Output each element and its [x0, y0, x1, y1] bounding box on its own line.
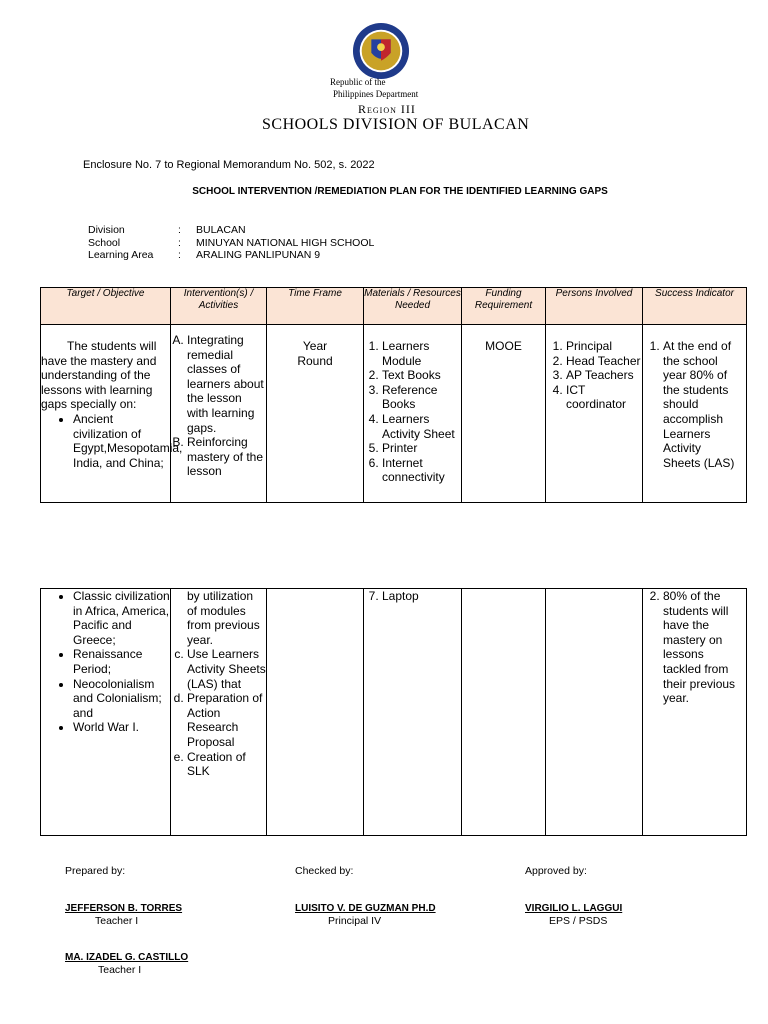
target-bullet: • Ancient civilization of Egypt,Mesopotamia, India, and China;	[73, 412, 170, 470]
header-target: Target / Objective	[41, 288, 171, 325]
intervention-item: d. Preparation of Action Research Proposal	[187, 691, 266, 749]
materials-cell	[364, 325, 462, 503]
persons-cell	[546, 325, 643, 503]
checker-role: Principal IV	[328, 915, 382, 927]
approver-role: EPS / PSDS	[549, 915, 608, 927]
materials-cell	[364, 589, 462, 836]
target-cell	[41, 325, 183, 503]
republic-line2: Philippines Department	[333, 89, 419, 99]
target-bullet: • Classic civilization in Africa, America, Pacific and Greece;	[73, 589, 170, 647]
info-block	[88, 224, 374, 262]
info-label: School	[88, 236, 121, 249]
header-time-frame: Time Frame	[267, 288, 364, 325]
plan-table-part2	[40, 588, 747, 836]
preparer2-role: Teacher I	[98, 964, 142, 976]
header-persons: Persons Involved	[546, 288, 643, 325]
intervention-cell	[171, 325, 267, 503]
time-frame-cell	[267, 325, 364, 503]
material-item: 3. Reference Books	[382, 383, 461, 412]
funding-cell	[462, 325, 546, 503]
approver-name: VIRGILIO L. LAGGUI	[525, 903, 623, 914]
persons-cell	[546, 589, 643, 836]
material-item: 1. Learners Module	[382, 339, 461, 368]
target-cell	[41, 589, 171, 836]
person-item: 4. ICT coordinator	[566, 383, 642, 412]
info-value: MINUYAN NATIONAL HIGH SCHOOL	[196, 236, 375, 249]
table-header-row	[41, 288, 747, 325]
time-frame-value: Year Round	[297, 339, 333, 368]
target-bullet: • Renaissance Period;	[73, 647, 170, 676]
checked-by-label: Checked by:	[295, 865, 354, 877]
intervention-cell	[171, 589, 267, 836]
success-item: 1. At the end of the school year 80% of the students should accomplish Learners Activity Sheets (LAS)	[663, 339, 738, 470]
success-cell	[643, 325, 747, 503]
plan-title: SCHOOL INTERVENTION /REMEDIATION PLAN FOR THE IDENTIFIED LEARNING GAPS	[192, 186, 608, 197]
checker-name: LUISITO V. DE GUZMAN PH.D	[295, 903, 436, 914]
info-label: Division	[88, 224, 125, 236]
person-item: 1. Principal	[566, 339, 642, 354]
funding-value: MOOE	[485, 339, 522, 353]
preparer2-name: MA. IZADEL G. CASTILLO	[65, 952, 189, 963]
intervention-item: A. Integrating remedial classes of learners about the lesson with learning gaps.	[187, 333, 266, 435]
header-funding: Funding Requirement	[462, 288, 546, 325]
republic-line1: Republic of the	[330, 77, 386, 87]
material-item: 6. Internet connectivity	[382, 456, 461, 485]
funding-cell	[462, 589, 546, 836]
material-item: 5. Printer	[382, 441, 461, 456]
table-row	[41, 589, 747, 836]
approved-by-label: Approved by:	[525, 865, 587, 877]
header-success: Success Indicator	[643, 288, 747, 325]
enclosure-line: Enclosure No. 7 to Regional Memorandum No. 502, s. 2022	[83, 159, 375, 171]
target-bullet: • Neocolonialism and Colonialism; and	[73, 677, 170, 721]
intervention-item: B. Reinforcing mastery of the lesson	[187, 435, 266, 479]
info-sep: :	[178, 236, 181, 249]
info-sep: :	[178, 224, 181, 236]
intervention-item: e. Creation of SLK	[187, 750, 266, 779]
person-item: 3. AP Teachers	[566, 368, 642, 383]
time-frame-cell	[267, 589, 364, 836]
success-cell	[643, 589, 747, 836]
preparer1-name: JEFFERSON B. TORRES	[65, 903, 183, 914]
success-item: 2. 80% of the students will have the mastery on lessons tackled from their previous year.	[663, 589, 738, 706]
table-row	[41, 325, 747, 503]
target-bullet: • World War I.	[73, 720, 170, 735]
header-intervention: Intervention(s) / Activities	[171, 288, 267, 325]
target-intro: The students will have the mastery and understanding of the lessons with learning gaps specially on:	[41, 339, 157, 412]
info-value: ARALING PANLIPUNAN 9	[196, 249, 321, 261]
prepared-by-label: Prepared by:	[65, 865, 126, 877]
region-name: Region III	[358, 102, 416, 116]
info-sep: :	[178, 249, 181, 261]
deped-seal-logo	[352, 22, 410, 80]
material-item: 7. Laptop	[382, 589, 461, 604]
preparer1-role: Teacher I	[95, 915, 139, 927]
intervention-item: c. Use Learners Activity Sheets (LAS) that	[187, 647, 266, 691]
division-title: SCHOOLS DIVISION OF BULACAN	[262, 116, 530, 133]
info-label: Learning Area	[88, 249, 154, 261]
material-item: 4. Learners Activity Sheet	[382, 412, 461, 441]
material-item: 2. Text Books	[382, 368, 461, 383]
info-value: BULACAN	[196, 224, 246, 236]
intervention-continuation: by utilization of modules from previous year.	[187, 589, 260, 647]
header-materials: Materials / Resources Needed	[364, 288, 462, 325]
person-item: 2. Head Teacher	[566, 354, 642, 369]
plan-table-part1	[40, 287, 747, 503]
